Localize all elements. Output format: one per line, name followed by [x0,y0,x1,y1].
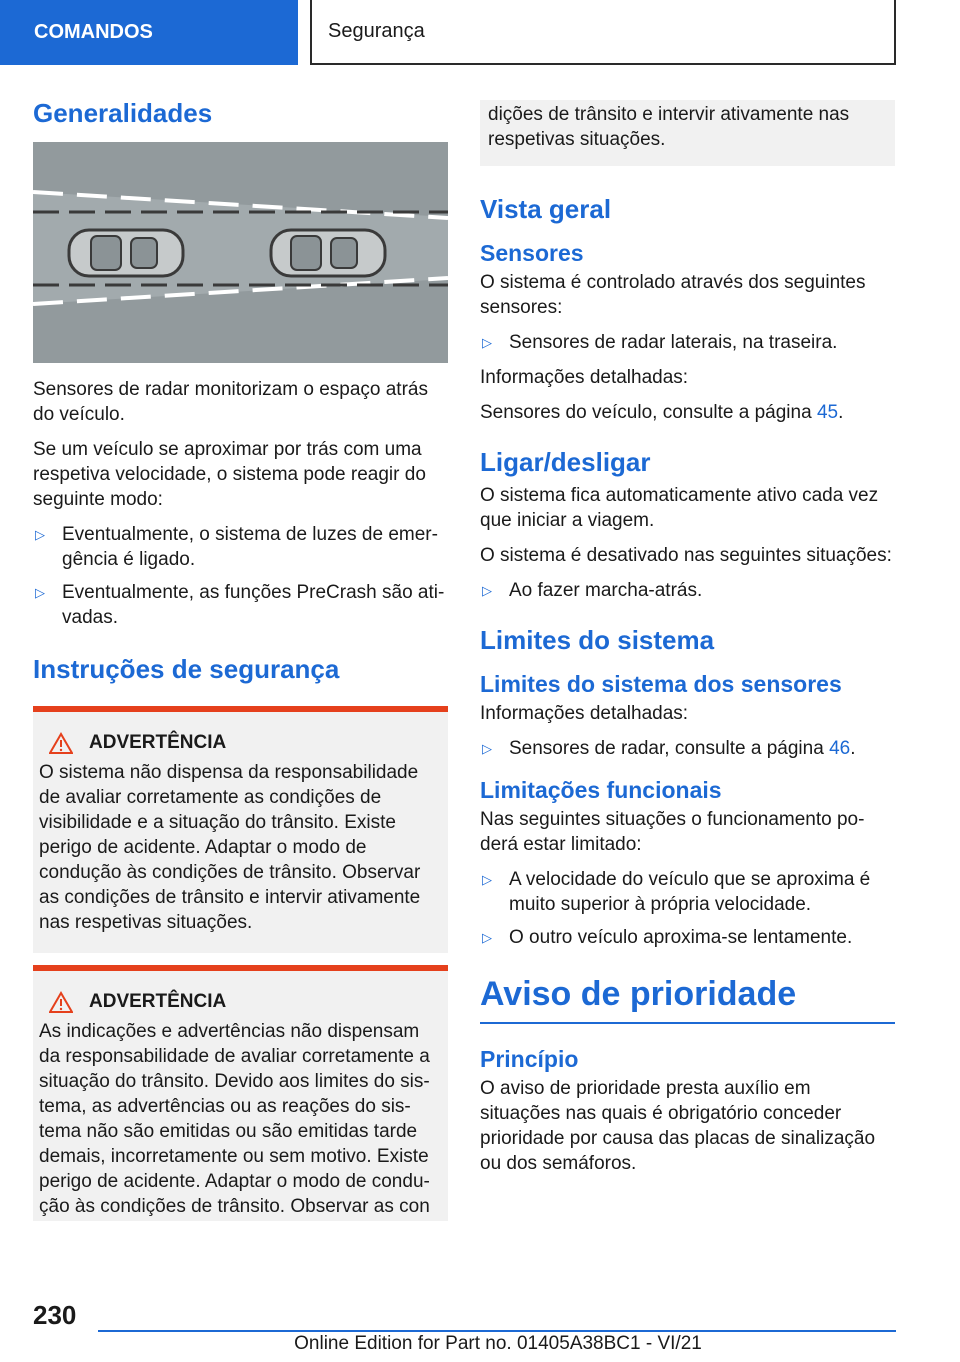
paragraph: O sistema é controlado através dos seguintes sensores: [480,272,866,318]
triangle-right-icon: ▷ [482,741,492,756]
bullet-list [480,736,895,761]
paragraph: Sensores do veículo, consulte a página 45. [480,402,844,423]
list-item: ▷ Eventualmente, as funções PreCrash são ativadas. [35,582,445,628]
list-item: ▷ Ao fazer marcha-atrás. [482,580,703,601]
heading-instrucoes: Instruções de segurança [33,654,340,684]
list-item: ▷ A velocidade do veículo que se aproxima é muito superior à própria velocidade. [482,869,871,915]
heading-limitacoes: Limitações funcionais [480,777,722,803]
heading-limites-sensores: Limites do sistema dos sensores [480,671,842,697]
paragraph: Sensores de radar monitorizam o espaço atrás do veículo. [33,379,428,425]
radar-illustration [33,142,448,363]
heading-limites: Limites do sistema [480,625,715,655]
bullet-list [480,867,895,950]
chapter-title: Segurança [328,20,425,42]
warning-box [33,706,448,953]
paragraph: Se um veículo se aproximar por trás com uma respetiva velocidade, o sistema pode reagir do seguinte modo: [33,439,426,510]
heading-generalidades: Generalidades [33,98,213,128]
triangle-right-icon: ▷ [482,335,492,350]
triangle-right-icon: ▷ [35,585,45,600]
warning-triangle-icon [49,732,73,754]
paragraph: Informações detalhadas: [480,367,689,388]
paragraph: O sistema é desativado nas seguintes situações: [480,545,892,566]
paragraph: Nas seguintes situações o funcionamento poderá estar limitado: [480,809,865,855]
bullet-list [480,330,895,355]
triangle-right-icon: ▷ [35,527,45,542]
list-item: ▷ Sensores de radar, consulte a página 46. [482,738,856,759]
page-number: 230 [33,1300,77,1330]
heading-ligar: Ligar/desligar [480,447,651,477]
heading-sensores: Sensores [480,240,584,266]
paragraph: Informações detalhadas: [480,703,689,724]
section-tab [0,0,298,65]
list-item: ▷ O outro veículo aproxima-se lentamente. [482,927,853,948]
paragraph: O aviso de prioridade presta auxílio em situações nas quais é obrigatório conceder prioridade por causa das placas de sinalização ou dos semáforos. [480,1078,876,1174]
warning-text: O sistema não dispensa da responsabilidade de avaliar corretamente as condições de visibilidade e a situação do trânsito. Existe perigo de acidente. Adaptar o modo de condução às condições de trânsito. Observar as condições de trânsito e intervir ativamente nas respetivas situações. [39,762,421,933]
warning-box [33,965,448,1221]
heading-vista-geral: Vista geral [480,194,612,224]
right-column [480,102,895,1176]
bullet-list [480,578,895,603]
car-front-icon [271,230,385,276]
triangle-right-icon: ▷ [482,583,492,598]
car-rear-icon [69,230,183,276]
list-item: ▷ Eventualmente, o sistema de luzes de emergência é ligado. [35,524,438,570]
section-title: COMANDOS [34,21,153,43]
bullet-list [33,522,448,630]
heading-principio: Princípio [480,1046,579,1072]
warning-continuation [480,100,895,166]
left-column [33,96,448,1221]
chapter-tab [310,0,896,65]
list-item: ▷ Sensores de radar laterais, na traseira. [482,332,838,353]
triangle-right-icon: ▷ [482,872,492,887]
triangle-right-icon: ▷ [482,930,492,945]
warning-triangle-icon [49,991,73,1013]
page-link[interactable]: 45 [816,402,839,423]
heading-aviso-prioridade: Aviso de prioridade [480,972,895,1024]
warning-text: dições de trânsito e intervir ativamente nas respetivas situações. [488,104,850,150]
warning-text: As indicações e advertências não dispensam da responsabilidade de avaliar corretamente a situação do trânsito. Devido aos limites do sistema, as advertências ou as reações do sistema não são emitidas ou são emitidas tarde demais, incorretamente ou sem motivo. Existe perigo de acidente. Adaptar o modo de condução às condições de trânsito. Observar as con [39,1021,430,1217]
edition-note: Online Edition for Part no. 01405A38BC1 - VI/21 [294,1333,702,1354]
page-link[interactable]: 46 [829,738,851,759]
paragraph: O sistema fica automaticamente ativo cada vez que iniciar a viagem. [480,485,879,531]
warning-title: ADVERTÊNCIA [89,732,227,753]
footer-rule [98,1330,896,1332]
warning-title: ADVERTÊNCIA [89,991,227,1012]
